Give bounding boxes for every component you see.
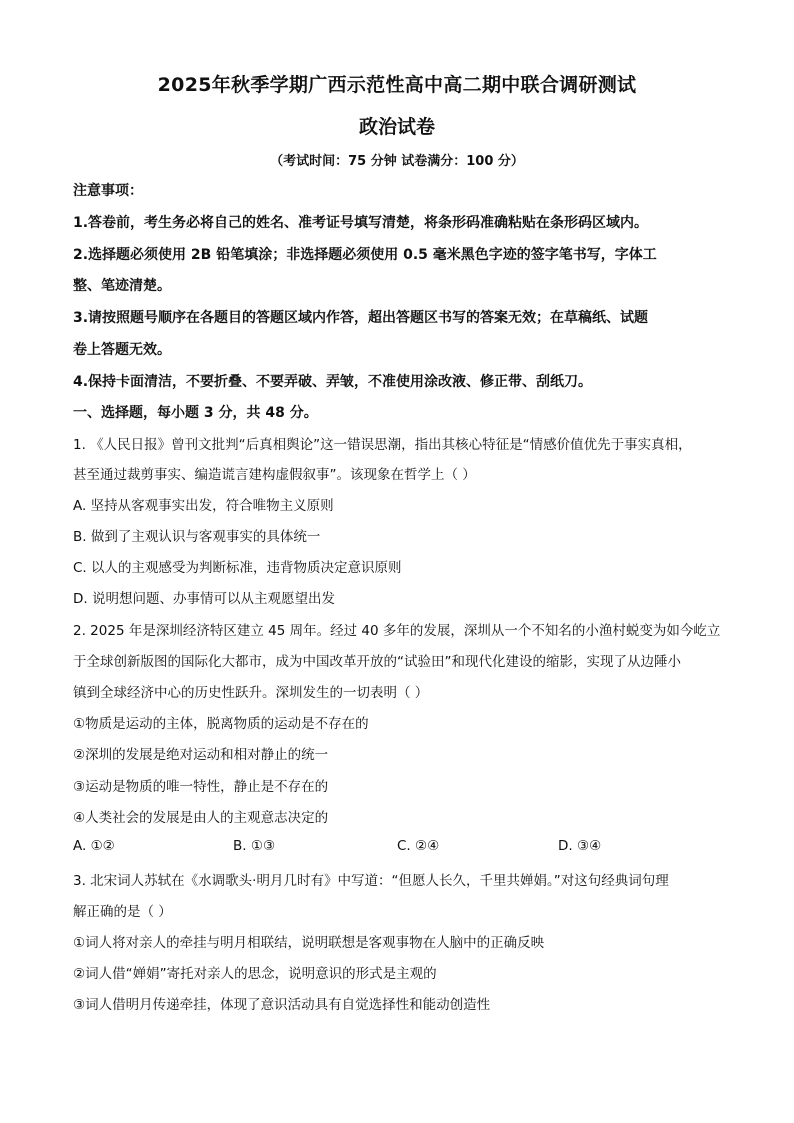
q2-choice-d: D. ③④ <box>558 838 602 854</box>
q2-choice-row <box>0 838 794 858</box>
notice-item-2-cont: 整、笔迹清楚。 <box>73 278 171 294</box>
q3-stem-line-1: 3. 北宋词人苏轼在《水调歌头·明月几时有》中写道：“但愿人长久，千里共婵娟。”对这句经典词句理 <box>73 873 669 889</box>
q3-statement-2: ②词人借“婵娟”寄托对亲人的思念，说明意识的形式是主观的 <box>73 966 437 982</box>
q1-option-b: B. 做到了主观认识与客观事实的具体统一 <box>73 529 321 545</box>
q3-stem-line-2: 解正确的是（ ） <box>73 904 172 920</box>
notice-item-3-cont: 卷上答题无效。 <box>73 342 171 358</box>
q2-choice-a: A. ①② <box>73 838 115 854</box>
q2-choice-c: C. ②④ <box>397 838 440 854</box>
section-heading: 一、选择题，每小题 3 分，共 48 分。 <box>73 405 318 421</box>
notice-item-4: 4.保持卡面清洁，不要折叠、不要弄破、弄皱，不准使用涂改液、修正带、刮纸刀。 <box>73 374 593 390</box>
q2-statement-4: ④人类社会的发展是由人的主观意志决定的 <box>73 810 329 826</box>
q2-statement-2: ②深圳的发展是绝对运动和相对静止的统一 <box>73 747 329 763</box>
q2-stem-line-3: 镇到全球经济中心的历史性跃升。深圳发生的一切表明（ ） <box>73 685 429 701</box>
q2-statement-1: ①物质是运动的主体，脱离物质的运动是不存在的 <box>73 716 369 732</box>
q2-statement-3: ③运动是物质的唯一特性，静止是不存在的 <box>73 779 329 795</box>
q2-stem-line-1: 2. 2025 年是深圳经济特区建立 45 周年。经过 40 多年的发展，深圳从一个不知名的小渔村蜕变为如今屹立 <box>73 623 721 639</box>
q2-stem-line-2: 于全球创新版图的国际化大都市，成为中国改革开放的“试验田”和现代化建设的缩影，实现了从边陲小 <box>73 654 681 670</box>
q1-option-d: D. 说明想问题、办事情可以从主观愿望出发 <box>73 591 335 607</box>
exam-time-score: （考试时间：75 分钟 试卷满分：100 分） <box>270 154 524 169</box>
notice-item-1: 1.答卷前，考生务必将自己的姓名、准考证号填写清楚，将条形码准确粘贴在条形码区域内。 <box>73 215 649 231</box>
q3-statement-1: ①词人将对亲人的牵挂与明月相联结，说明联想是客观事物在人脑中的正确反映 <box>73 935 545 951</box>
q1-stem-line-1: 1. 《人民日报》曾刊文批判“后真相舆论”这一错误思潮，指出其核心特征是“情感价值优先于事实真相， <box>73 437 692 453</box>
exam-title: 2025年秋季学期广西示范性高中高二期中联合调研测试 <box>157 74 637 96</box>
notice-item-3: 3.请按照题号顺序在各题目的答题区域内作答，超出答题区书写的答案无效；在草稿纸、试题 <box>73 310 649 326</box>
q2-choice-b: B. ①③ <box>233 838 276 854</box>
q1-stem-line-2: 甚至通过裁剪事实、编造谎言建构虚假叙事”。该现象在哲学上（ ） <box>73 467 476 483</box>
q1-option-c: C. 以人的主观感受为判断标准，违背物质决定意识原则 <box>73 560 402 576</box>
q3-statement-3: ③词人借明月传递牵挂，体现了意识活动具有自觉选择性和能动创造性 <box>73 997 491 1013</box>
notice-heading: 注意事项： <box>73 183 143 199</box>
notice-item-2: 2.选择题必须使用 2B 铅笔填涂；非选择题必须使用 0.5 毫米黑色字迹的签字笔书写，字体工 <box>73 247 657 263</box>
subject-title: 政治试卷 <box>358 116 435 138</box>
q1-option-a: A. 坚持从客观事实出发，符合唯物主义原则 <box>73 498 334 514</box>
